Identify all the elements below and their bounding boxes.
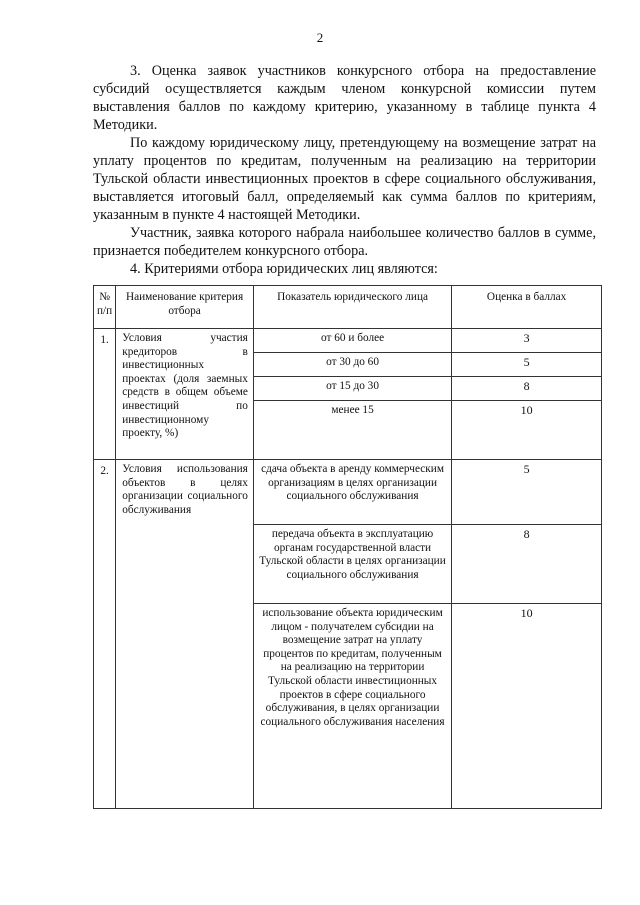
paragraph-4: 4. Критериями отбора юридических лиц являются: — [130, 261, 438, 277]
header-name: Наименование критерия отбора — [116, 286, 254, 329]
criterion-1-num: 1. — [94, 329, 116, 460]
table-row — [94, 460, 602, 525]
paragraph-winner: Участник, заявка которого набрала наибольшее количество баллов в сумме, признается победителем конкурсного отбора. — [93, 225, 596, 259]
header-indicator: Показатель юридического лица — [253, 286, 451, 329]
indicator-cell: от 60 и более — [253, 329, 451, 353]
score-cell: 5 — [452, 460, 602, 525]
score-cell: 8 — [452, 377, 602, 401]
table-header-row — [94, 286, 602, 329]
score-cell: 10 — [452, 604, 602, 809]
criterion-1-name: Условия участия кредиторов в инвестиционных проектах (доля заемных средств в общем объеме инвестиций по инвестиционному проекту, %) — [116, 329, 254, 460]
indicator-cell: менее 15 — [253, 401, 451, 460]
header-num: № п/п — [94, 286, 116, 329]
criterion-2-name: Условия использования объектов в целях организации социального обслуживания — [116, 460, 254, 809]
score-cell: 8 — [452, 525, 602, 604]
criterion-2-num: 2. — [94, 460, 116, 809]
indicator-cell: передача объекта в эксплуатацию органам государственной власти Тульской области в целях организации социального обслуживания — [253, 525, 451, 604]
indicator-cell: сдача объекта в аренду коммерческим организациям в целях организации социального обслуживания — [253, 460, 451, 525]
criteria-table — [93, 285, 602, 809]
indicator-cell: от 15 до 30 — [253, 377, 451, 401]
indicator-cell: использование объекта юридическим лицом - получателем субсидии на возмещение затрат на уплату процентов по кредитам, полученным на реализацию на территории Тульской области инвестиционных проектов в сфере социального обслуживания, в целях организации социального обслуживания населения — [253, 604, 451, 809]
score-cell: 3 — [452, 329, 602, 353]
score-cell: 10 — [452, 401, 602, 460]
score-cell: 5 — [452, 353, 602, 377]
indicator-cell: от 30 до 60 — [253, 353, 451, 377]
page-number: 2 — [316, 30, 324, 45]
body-text — [93, 62, 596, 278]
paragraph-3: 3. Оценка заявок участников конкурсного отбора на предоставление субсидий осуществляется каждым членом конкурсной комиссии путем выставления баллов по каждому критерию, указанному в таблице пункта 4 Методики. — [93, 63, 596, 133]
table-row — [94, 329, 602, 353]
paragraph-totals: По каждому юридическому лицу, претендующему на возмещение затрат на уплату процентов по кредитам, полученным на реализацию на территории Тульской области инвестиционных проектов в сфере социального обслуживания, выставляется итоговый балл, определяемый как сумма баллов по критериям, указанным в пункте 4 настоящей Методики. — [93, 135, 596, 223]
header-score: Оценка в баллах — [452, 286, 602, 329]
